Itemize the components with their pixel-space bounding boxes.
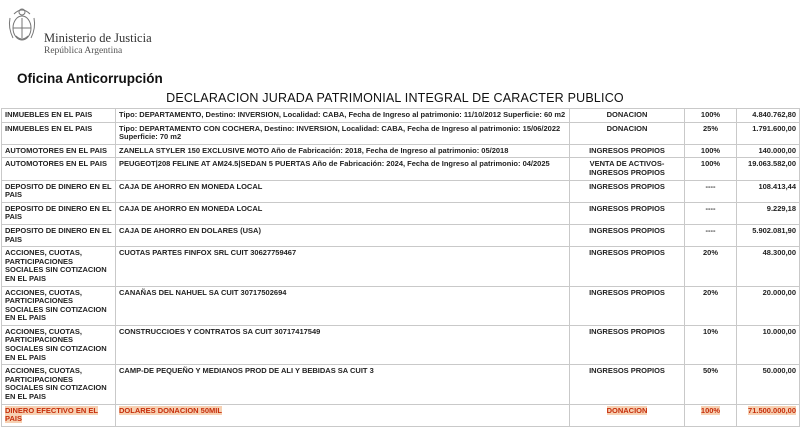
- table-row: [2, 158, 800, 180]
- highlighted-table-row: [2, 404, 800, 426]
- percent-cell: 100%: [685, 109, 737, 123]
- asset-description-cell: CUOTAS PARTES FINFOX SRL CUIT 30627759467: [116, 247, 570, 286]
- table-row: [2, 224, 800, 246]
- origin-cell: INGRESOS PROPIOS: [570, 365, 685, 404]
- table-row: [2, 286, 800, 325]
- percent-cell: 100%: [685, 144, 737, 158]
- asset-type-cell: DEPOSITO DE DINERO EN EL PAIS: [2, 224, 116, 246]
- asset-description-cell: CAJA DE AHORRO EN MONEDA LOCAL: [116, 202, 570, 224]
- asset-description-cell: ZANELLA STYLER 150 EXCLUSIVE MOTO Año de Fabricación: 2018, Fecha de Ingreso al patrimonio: 05/2018: [116, 144, 570, 158]
- asset-type-cell: DEPOSITO DE DINERO EN EL PAIS: [2, 180, 116, 202]
- percent-cell: 100%: [685, 158, 737, 180]
- percent-cell: [685, 404, 737, 426]
- table-row: [2, 109, 800, 123]
- value-cell: 50.000,00: [737, 365, 800, 404]
- value-cell: 19.063.582,00: [737, 158, 800, 180]
- asset-type-cell: AUTOMOTORES EN EL PAIS: [2, 144, 116, 158]
- percent-cell: 25%: [685, 122, 737, 144]
- highlighted-text: DINERO EFECTIVO EN EL PAIS: [5, 405, 98, 424]
- origin-cell: DONACION: [570, 109, 685, 123]
- asset-description-cell: Tipo: DEPARTAMENTO CON COCHERA, Destino: INVERSION, Localidad: CABA, Fecha de Ingreso al patrimonio: 15/06/2022 Superficie: 70 m2: [116, 122, 570, 144]
- percent-cell: 20%: [685, 247, 737, 286]
- highlighted-text: DOLARES DONACION 50MIL: [119, 405, 222, 415]
- value-cell: 9.229,18: [737, 202, 800, 224]
- asset-type-cell: ACCIONES, CUOTAS, PARTICIPACIONES SOCIALES SIN COTIZACION EN EL PAIS: [2, 325, 116, 364]
- asset-type-cell: ACCIONES, CUOTAS, PARTICIPACIONES SOCIALES SIN COTIZACION EN EL PAIS: [2, 247, 116, 286]
- origin-cell: INGRESOS PROPIOS: [570, 144, 685, 158]
- asset-description-cell: CONSTRUCCIOES Y CONTRATOS SA CUIT 30717417549: [116, 325, 570, 364]
- asset-description-cell: [116, 404, 570, 426]
- ministry-title: Ministerio de Justicia: [44, 31, 152, 45]
- table-row: [2, 247, 800, 286]
- asset-type-cell: [2, 404, 116, 426]
- country-name: República Argentina: [44, 46, 123, 56]
- value-cell: 108.413,44: [737, 180, 800, 202]
- origin-cell: INGRESOS PROPIOS: [570, 180, 685, 202]
- asset-type-cell: DEPOSITO DE DINERO EN EL PAIS: [2, 202, 116, 224]
- percent-cell: 10%: [685, 325, 737, 364]
- value-cell: 1.791.600,00: [737, 122, 800, 144]
- value-cell: 5.902.081,90: [737, 224, 800, 246]
- ministry-header: [4, 4, 304, 70]
- highlighted-text: DONACION: [606, 405, 648, 415]
- table-row: [2, 365, 800, 404]
- highlighted-text: 71.500.000,00: [748, 405, 796, 415]
- origin-cell: [570, 404, 685, 426]
- origin-cell: INGRESOS PROPIOS: [570, 325, 685, 364]
- ministry-name: [44, 32, 152, 58]
- asset-type-cell: INMUEBLES EN EL PAIS: [2, 122, 116, 144]
- table-row: [2, 202, 800, 224]
- asset-type-cell: ACCIONES, CUOTAS, PARTICIPACIONES SOCIALES SIN COTIZACION EN EL PAIS: [2, 286, 116, 325]
- origin-cell: INGRESOS PROPIOS: [570, 202, 685, 224]
- assets-table-body: [2, 109, 800, 427]
- assets-table: [1, 108, 800, 427]
- asset-description-cell: CAJA DE AHORRO EN MONEDA LOCAL: [116, 180, 570, 202]
- coat-of-arms-icon: [4, 4, 40, 50]
- origin-cell: VENTA DE ACTIVOS-INGRESOS PROPIOS: [570, 158, 685, 180]
- table-row: [2, 325, 800, 364]
- value-cell: 4.840.762,80: [737, 109, 800, 123]
- office-title: Oficina Anticorrupción: [17, 71, 163, 86]
- value-cell: 48.300,00: [737, 247, 800, 286]
- value-cell: [737, 404, 800, 426]
- table-row: [2, 122, 800, 144]
- percent-cell: 50%: [685, 365, 737, 404]
- table-row: [2, 144, 800, 158]
- value-cell: 140.000,00: [737, 144, 800, 158]
- value-cell: 20.000,00: [737, 286, 800, 325]
- percent-cell: ----: [685, 180, 737, 202]
- asset-type-cell: AUTOMOTORES EN EL PAIS: [2, 158, 116, 180]
- asset-type-cell: INMUEBLES EN EL PAIS: [2, 109, 116, 123]
- asset-type-cell: ACCIONES, CUOTAS, PARTICIPACIONES SOCIALES SIN COTIZACION EN EL PAIS: [2, 365, 116, 404]
- value-cell: 10.000,00: [737, 325, 800, 364]
- asset-description-cell: CAMP-DE PEQUEÑO Y MEDIANOS PROD DE ALI Y BEBIDAS SA CUIT 3: [116, 365, 570, 404]
- origin-cell: INGRESOS PROPIOS: [570, 286, 685, 325]
- origin-cell: INGRESOS PROPIOS: [570, 247, 685, 286]
- highlighted-text: 100%: [700, 405, 721, 415]
- table-row: [2, 180, 800, 202]
- percent-cell: ----: [685, 224, 737, 246]
- percent-cell: 20%: [685, 286, 737, 325]
- origin-cell: INGRESOS PROPIOS: [570, 224, 685, 246]
- asset-description-cell: PEUGEOT|208 FELINE AT AM24.5|SEDAN 5 PUERTAS Año de Fabricación: 2024, Fecha de Ingreso al patrimonio: 04/2025: [116, 158, 570, 180]
- asset-description-cell: CAJA DE AHORRO EN DOLARES (USA): [116, 224, 570, 246]
- asset-description-cell: CANAÑAS DEL NAHUEL SA CUIT 30717502694: [116, 286, 570, 325]
- document-title: DECLARACION JURADA PATRIMONIAL INTEGRAL DE CARACTER PUBLICO: [166, 91, 624, 105]
- origin-cell: DONACION: [570, 122, 685, 144]
- percent-cell: ----: [685, 202, 737, 224]
- asset-description-cell: Tipo: DEPARTAMENTO, Destino: INVERSION, Localidad: CABA, Fecha de Ingreso al patrimonio: 11/10/2012 Superficie: 60 m2: [116, 109, 570, 123]
